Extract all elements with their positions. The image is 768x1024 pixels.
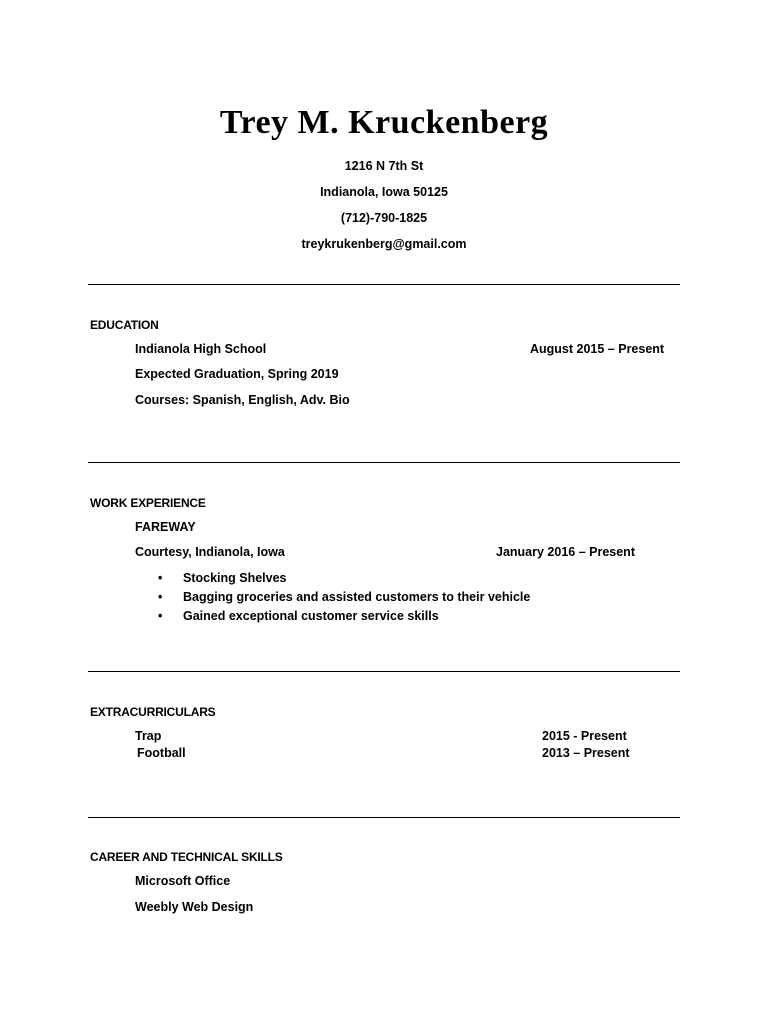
work-heading: WORK EXPERIENCE <box>90 496 206 510</box>
contact-email: treykrukenberg@gmail.com <box>301 237 467 251</box>
skill-item: Microsoft Office <box>135 874 231 888</box>
education-courses: Courses: Spanish, English, Adv. Bio <box>135 393 350 407</box>
extracurricular-dates: 2015 - Present <box>542 729 627 743</box>
work-duty: Gained exceptional customer service skills <box>183 609 439 623</box>
extracurricular-activity: Trap <box>135 729 162 743</box>
contact-city: Indianola, Iowa 50125 <box>320 185 448 199</box>
work-duty: Stocking Shelves <box>183 571 287 585</box>
education-school: Indianola High School <box>135 342 267 356</box>
education-heading: EDUCATION <box>90 318 159 332</box>
education-graduation: Expected Graduation, Spring 2019 <box>135 367 339 381</box>
work-employer: FAREWAY <box>135 520 196 534</box>
extracurricular-activity: Football <box>137 746 186 760</box>
work-duty: Bagging groceries and assisted customers to their vehicle <box>183 590 531 604</box>
skills-heading: CAREER AND TECHNICAL SKILLS <box>90 850 283 864</box>
bullet-icon: • <box>158 609 163 623</box>
resume-name: Trey M. Kruckenberg <box>219 104 549 141</box>
skill-item: Weebly Web Design <box>135 900 254 914</box>
work-dates: January 2016 – Present <box>496 545 635 559</box>
extracurriculars-heading: EXTRACURRICULARS <box>90 705 216 719</box>
contact-address: 1216 N 7th St <box>344 159 424 173</box>
section-divider <box>88 671 680 672</box>
contact-phone: (712)-790-1825 <box>340 211 428 225</box>
section-divider <box>88 284 680 285</box>
section-divider <box>88 462 680 463</box>
bullet-icon: • <box>158 571 163 585</box>
extracurricular-dates: 2013 – Present <box>542 746 630 760</box>
section-divider <box>88 817 680 818</box>
work-position: Courtesy, Indianola, Iowa <box>135 545 285 559</box>
education-dates: August 2015 – Present <box>530 342 665 356</box>
bullet-icon: • <box>158 590 163 604</box>
